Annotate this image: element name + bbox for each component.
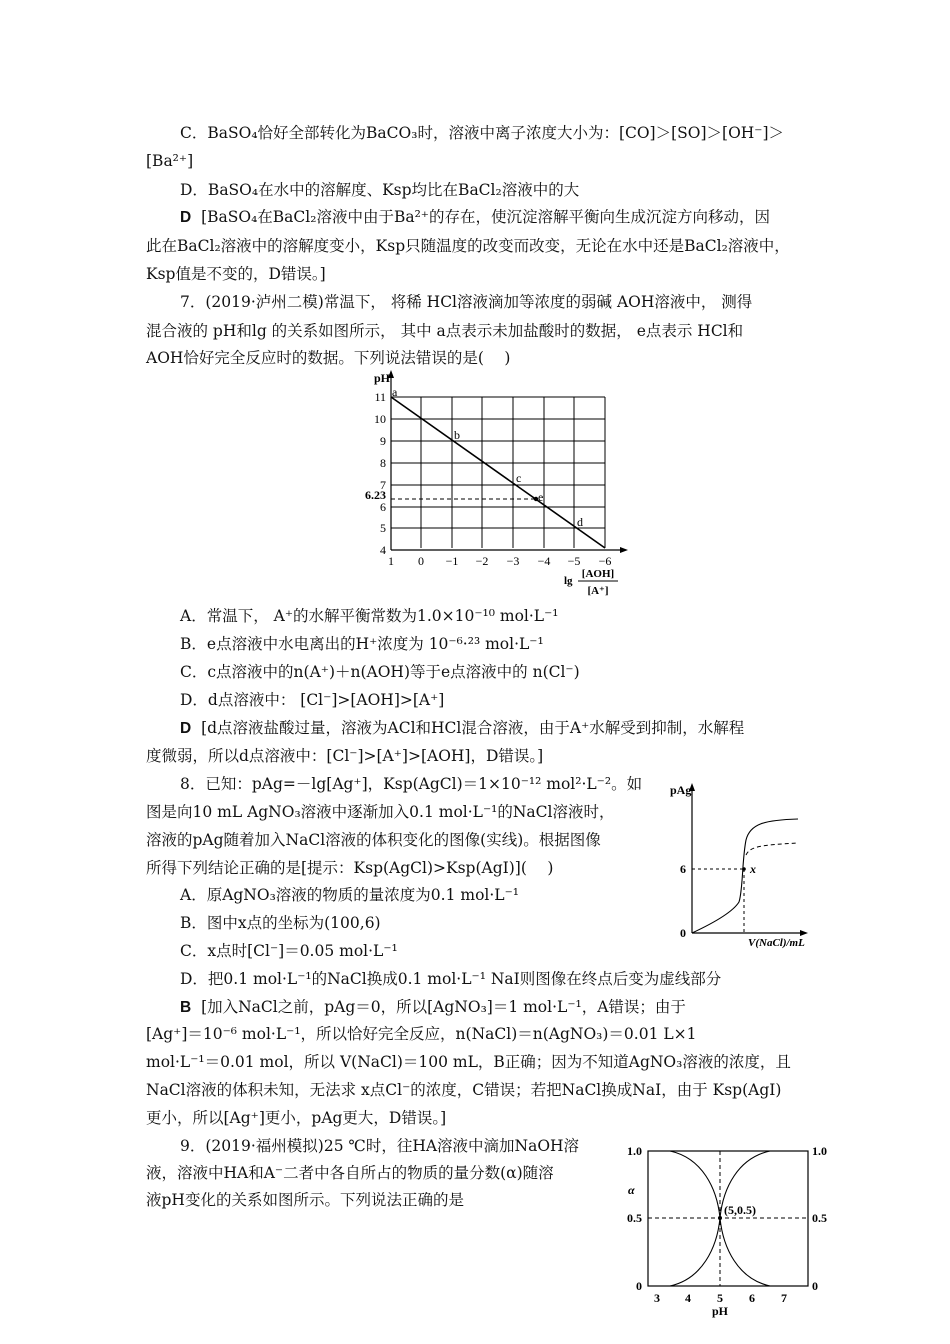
- q7-answer: D: [180, 720, 192, 737]
- q8-explanation-line2: [Ag⁺]＝10⁻⁶ mol·L⁻¹，所以恰好完全反应，n(NaCl)＝n(AgNO₃)＝0.01 L×1: [146, 1025, 697, 1043]
- pag-y-tick-6: 6: [680, 862, 686, 876]
- alpha-ylabel: α: [628, 1183, 635, 1197]
- alpha-right-tick-0: 0: [812, 1279, 818, 1293]
- y-tick-8: 8: [380, 456, 386, 470]
- point-c-label: c: [516, 471, 522, 485]
- q8-explanation-line4: NaCl溶液的体积未知，无法求 x点Cl⁻的浓度，C错误；若把NaCl换成NaI，由于 Ksp(AgI): [146, 1081, 782, 1099]
- point-a-label: a: [392, 385, 398, 399]
- point-e-label: e: [538, 490, 544, 504]
- ph-tick-3: 3: [654, 1291, 660, 1305]
- q8-explanation-line3: mol·L⁻¹＝0.01 mol，所以 V(NaCl)＝100 mL，B正确；因为不知道AgNO₃溶液的浓度，且: [146, 1053, 791, 1071]
- ph-tick-7: 7: [781, 1291, 787, 1305]
- x-tick-neg6: −6: [598, 554, 612, 568]
- q7-stem-line1: 7．(2019·泸州二模)常温下， 将稀 HCl溶液滴加等浓度的弱碱 AOH溶液中， 测得: [180, 293, 753, 311]
- y-tick-10: 10: [374, 412, 386, 426]
- pag-chart: [668, 780, 820, 952]
- q9-stem-line3: 液pH变化的关系如图所示。下列说法正确的是: [146, 1191, 464, 1209]
- y-tick-4: 4: [380, 543, 386, 557]
- q7-stem-line3: AOH恰好完全反应时的数据。下列说法错误的是( ): [146, 349, 511, 367]
- q9-stem-line1: 9．(2019·福州模拟)25 ℃时，往HA溶液中滴加NaOH溶: [180, 1137, 580, 1155]
- point-5-05-label: (5,0.5): [724, 1203, 756, 1217]
- q7-option-a: A．常温下， A⁺的水解平衡常数为1.0×10⁻¹⁰ mol·L⁻¹: [180, 607, 559, 625]
- alpha-left-tick-0: 0: [636, 1279, 642, 1293]
- q7-option-d: D．d点溶液中： [Cl⁻]>[AOH]>[A⁺]: [180, 691, 445, 709]
- q8-answer: B: [180, 999, 192, 1016]
- pag-solid-curve: [692, 819, 798, 933]
- q7-explanation-line2: 度微弱，所以d点溶液中：[Cl⁻]>[A⁺]>[AOH]，D错误。]: [146, 747, 544, 765]
- q6-option-c-line2: [Ba²⁺]: [146, 152, 194, 170]
- y-tick-9: 9: [380, 434, 386, 448]
- pag-xlabel: V(NaCl)/mL: [748, 937, 805, 949]
- q6-explanation-line1: D [BaSO₄在BaCl₂溶液中由于Ba²⁺的存在，使沉淀溶解平衡向生成沉淀方向移动，因: [180, 208, 770, 226]
- y-tick-11: 11: [374, 390, 386, 404]
- q7-explanation-line1: D [d点溶液盐酸过量，溶液为ACl和HCl混合溶液，由于A⁺水解受到抑制，水解程: [180, 719, 745, 737]
- ph-data-line: [391, 397, 605, 548]
- q8-stem-line1: 8．已知：pAg=－lg[Ag⁺]，Ksp(AgCl)＝1×10⁻¹² mol²·L⁻²。如: [180, 775, 643, 793]
- x-axis-label-numerator: [AOH]: [581, 568, 615, 580]
- q8-option-c: C．x点时[Cl⁻]＝0.05 mol·L⁻¹: [180, 942, 398, 960]
- x-tick-neg5: −5: [567, 554, 581, 568]
- ph-tick-4: 4: [685, 1291, 691, 1305]
- q8-option-d: D．把0.1 mol·L⁻¹的NaCl换成0.1 mol·L⁻¹ NaI则图像在终点后变为虚线部分: [180, 970, 722, 988]
- x-tick-neg2: −2: [475, 554, 489, 568]
- q8-option-b: B．图中x点的坐标为(100,6): [180, 914, 381, 932]
- y-axis-label: pH: [374, 371, 391, 385]
- q8-stem-line2: 图是向10 mL AgNO₃溶液中逐渐加入0.1 mol·L⁻¹的NaCl溶液时，: [146, 803, 615, 821]
- x-tick-neg3: −3: [506, 554, 520, 568]
- alpha-left-tick-1: 1.0: [627, 1144, 642, 1158]
- x-point-label: x: [750, 862, 756, 876]
- q6-option-c-line1: C．BaSO₄恰好全部转化为BaCO₃时，溶液中离子浓度大小为：[CO]＞[SO]＞[OH⁻]＞: [180, 124, 785, 142]
- q8-option-a: A．原AgNO₃溶液的物质的量浓度为0.1 mol·L⁻¹: [180, 886, 519, 904]
- ph-tick-5: 5: [717, 1291, 723, 1305]
- point-d-label: d: [577, 515, 583, 529]
- q7-stem-line2: 混合液的 pH和lg 的关系如图所示， 其中 a点表示未加盐酸时的数据， e点表示 HCl和: [146, 322, 744, 340]
- q8-stem-line3: 溶液的pAg随着加入NaCl溶液的体积变化的图像(实线)。根据图像: [146, 831, 601, 849]
- y-tick-623: 6.23: [365, 488, 386, 502]
- q8-stem-line4: 所得下列结论正确的是[提示：Ksp(AgCl)>Ksp(AgI)]( ): [146, 859, 554, 877]
- ph-tick-6: 6: [749, 1291, 755, 1305]
- x-axis-label-prefix: lg: [564, 575, 573, 587]
- ph-lg-chart: [360, 368, 640, 600]
- ph-xlabel: pH: [711, 1304, 729, 1318]
- q6-explanation-line2: 此在BaCl₂溶液中的溶解度变小，Ksp只随温度的改变而改变，无论在水中还是BaCl₂溶液中，: [146, 237, 790, 255]
- x-tick-neg1: −1: [445, 554, 459, 568]
- pag-dashed-curve: [746, 843, 798, 855]
- q7-option-c: C．c点溶液中的n(A⁺)＋n(AOH)等于e点溶液中的 n(Cl⁻): [180, 663, 580, 681]
- q9-stem-line2: 液，溶液中HA和A⁻二者中各自所占的物质的量分数(α)随溶: [146, 1164, 554, 1182]
- q7-option-b: B．e点溶液中水电离出的H⁺浓度为 10⁻⁶·²³ mol·L⁻¹: [180, 635, 544, 653]
- x-tick-1: 1: [388, 554, 394, 568]
- q6-option-d: D．BaSO₄在水中的溶解度、Ksp均比在BaCl₂溶液中的大: [180, 181, 580, 199]
- alpha-right-tick-05: 0.5: [812, 1211, 827, 1225]
- x-tick-neg4: −4: [537, 554, 551, 568]
- pag-origin: 0: [680, 926, 686, 940]
- x-tick-0: 0: [418, 554, 424, 568]
- y-tick-7: 7: [380, 478, 386, 492]
- point-b-label: b: [454, 428, 460, 442]
- q8-explanation-line1: B [加入NaCl之前，pAg＝0，所以[AgNO₃]＝1 mol·L⁻¹，A错误；由于: [180, 998, 686, 1016]
- alpha-left-tick-05: 0.5: [627, 1211, 642, 1225]
- q8-explanation-line5: 更小，所以[Ag⁺]更小，pAg更大，D错误。]: [146, 1109, 447, 1127]
- q6-explanation-line3: Ksp值是不变的，D错误。]: [146, 265, 326, 283]
- pag-ylabel: pAg: [670, 783, 692, 797]
- y-tick-6: 6: [380, 500, 386, 514]
- q6-answer: D: [180, 209, 192, 226]
- alpha-ph-chart: [612, 1138, 838, 1338]
- x-axis-label-denominator: [A⁺]: [587, 585, 609, 597]
- alpha-right-tick-1: 1.0: [812, 1144, 827, 1158]
- y-tick-5: 5: [380, 521, 386, 535]
